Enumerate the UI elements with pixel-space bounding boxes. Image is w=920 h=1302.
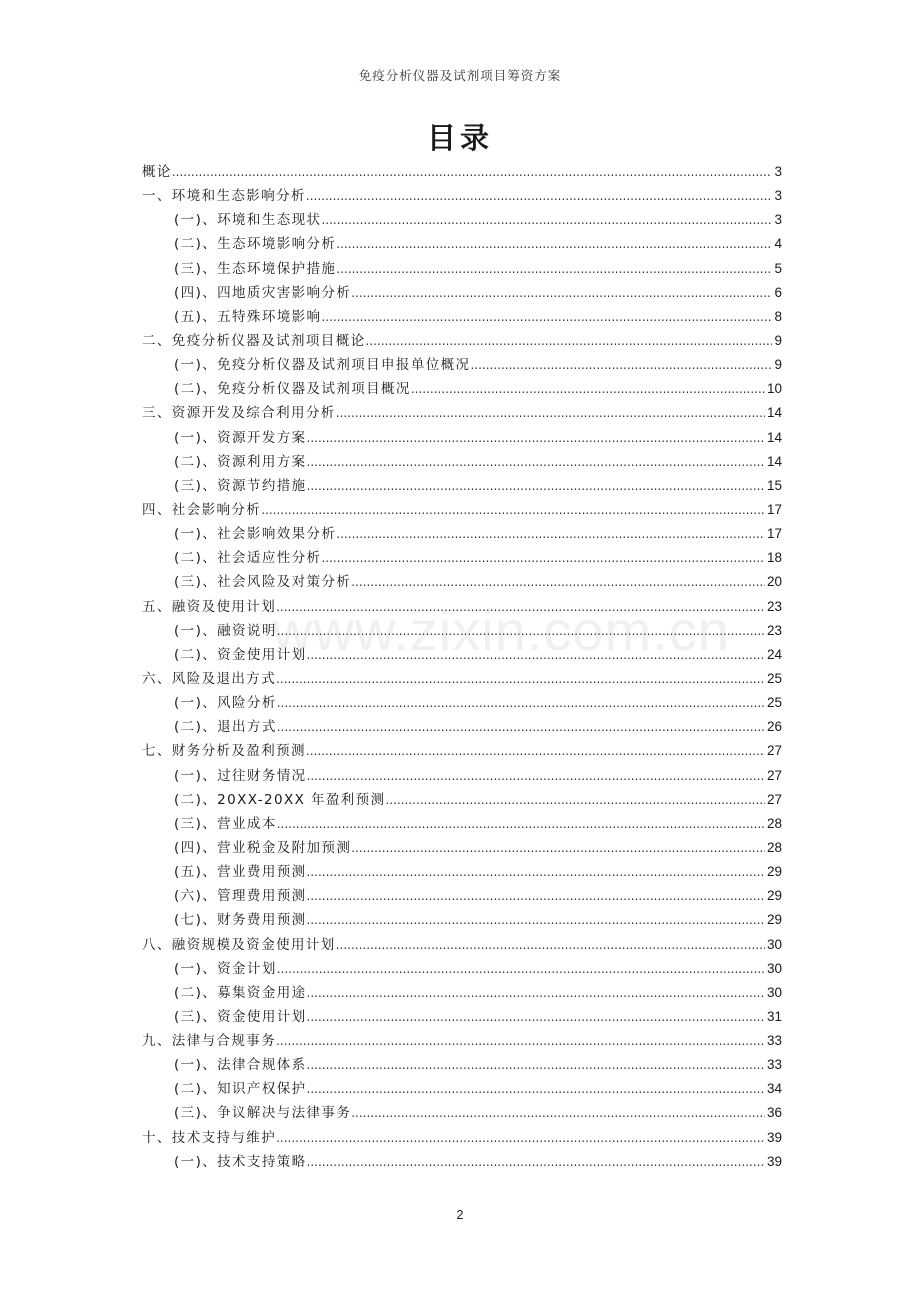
toc-leader-dots — [277, 812, 765, 836]
toc-entry-label: 一、环境和生态影响分析 — [142, 188, 306, 205]
toc-entry[interactable] — [142, 1029, 782, 1053]
toc-entry[interactable] — [142, 305, 782, 329]
toc-entry[interactable] — [142, 232, 782, 256]
toc-entry-label: (一)、资金计划 — [174, 960, 277, 977]
toc-leader-dots — [321, 208, 772, 232]
toc-leader-dots — [277, 957, 765, 981]
toc-entry[interactable] — [142, 836, 782, 860]
toc-entry[interactable] — [142, 884, 782, 908]
toc-entry-label: (二)、知识产权保护 — [174, 1081, 307, 1098]
toc-entry-page: 39 — [766, 1153, 782, 1169]
toc-leader-dots — [307, 1077, 765, 1101]
toc-entry[interactable] — [142, 619, 782, 643]
toc-entry-page: 14 — [766, 429, 782, 445]
toc-title: 目录 — [426, 121, 493, 155]
toc-entry-label: (一)、技术支持策略 — [174, 1153, 307, 1170]
toc-entry-page: 30 — [766, 960, 782, 976]
toc-entry-label: (四)、营业税金及附加预测 — [174, 839, 352, 856]
toc-entry[interactable] — [142, 957, 782, 981]
toc-leader-dots — [351, 281, 772, 305]
toc-entry-label: 概论 — [142, 164, 172, 180]
toc-entry-page: 14 — [766, 453, 782, 469]
toc-entry-page: 28 — [766, 815, 782, 831]
toc-leader-dots — [307, 450, 765, 474]
toc-leader-dots — [336, 257, 772, 281]
toc-entry-label: 五、融资及使用计划 — [142, 598, 277, 615]
toc-leader-dots — [336, 522, 765, 546]
toc-entry[interactable] — [142, 401, 782, 425]
toc-entry-page: 18 — [766, 550, 782, 566]
toc-leader-dots — [307, 908, 765, 932]
toc-entry-page: 15 — [766, 477, 782, 493]
toc-entry-page: 33 — [766, 1057, 782, 1073]
toc-entry-page: 24 — [766, 646, 782, 662]
toc-leader-dots — [336, 232, 772, 256]
toc-entry-page: 3 — [774, 164, 782, 179]
toc-entry-label: (二)、免疫分析仪器及试剂项目概况 — [174, 381, 411, 398]
toc-entry-label: (二)、资源利用方案 — [174, 453, 307, 470]
toc-entry-label: 十、技术支持与维护 — [142, 1129, 277, 1146]
toc-leader-dots — [307, 643, 765, 667]
toc-entry[interactable] — [142, 1150, 782, 1174]
toc-leader-dots — [276, 1029, 765, 1053]
toc-entry-page: 23 — [766, 598, 782, 614]
toc-leader-dots — [307, 860, 765, 884]
toc-entry[interactable] — [142, 667, 782, 691]
toc-entry-page: 27 — [766, 743, 782, 759]
toc-entry-page: 10 — [766, 381, 782, 397]
toc-entry-label: (二)、退出方式 — [174, 719, 277, 736]
toc-entry-label: 七、财务分析及盈利预测 — [142, 743, 306, 760]
toc-entry[interactable] — [142, 522, 782, 546]
toc-entry-page: 34 — [766, 1081, 782, 1097]
toc-entry-page: 5 — [774, 260, 782, 276]
page-number: 2 — [456, 1208, 464, 1222]
toc-entry[interactable] — [142, 546, 782, 570]
toc-entry-label: 三、资源开发及综合利用分析 — [142, 405, 336, 422]
toc-entry-page: 4 — [774, 236, 782, 252]
toc-entry[interactable] — [142, 377, 782, 401]
toc-entry-page: 14 — [766, 405, 782, 421]
toc-entry[interactable] — [142, 329, 782, 353]
toc-entry-label: (二)、募集资金用途 — [174, 984, 307, 1001]
toc-leader-dots — [307, 764, 765, 788]
toc-leader-dots — [276, 667, 765, 691]
toc-entry[interactable] — [142, 1101, 782, 1125]
toc-entry-label: (五)、营业费用预测 — [174, 864, 307, 881]
toc-entry-label: 六、风险及退出方式 — [142, 670, 277, 687]
toc-entry[interactable] — [142, 160, 782, 184]
toc-entry[interactable] — [142, 643, 782, 667]
toc-entry-label: 九、法律与合规事务 — [142, 1033, 277, 1050]
toc-leader-dots — [321, 305, 772, 329]
toc-entry-page: 29 — [766, 864, 782, 880]
toc-entry-page: 27 — [766, 767, 782, 783]
toc-entry[interactable] — [142, 450, 782, 474]
toc-entry-label: (六)、管理费用预测 — [174, 888, 307, 905]
toc-entry-label: (五)、五特殊环境影响 — [174, 308, 322, 325]
toc-entry-label: (三)、社会风险及对策分析 — [174, 574, 352, 591]
toc-entry[interactable] — [142, 860, 782, 884]
toc-entry[interactable] — [142, 1053, 782, 1077]
toc-entry-label: (三)、资源节约措施 — [174, 477, 307, 494]
toc-entry-page: 28 — [766, 839, 782, 855]
toc-entry-page: 17 — [766, 501, 782, 517]
toc-entry-page: 6 — [774, 284, 782, 300]
toc-leader-dots — [307, 1150, 765, 1174]
toc-leader-dots — [321, 546, 765, 570]
toc-leader-dots — [277, 691, 765, 715]
toc-leader-dots — [261, 498, 765, 522]
toc-entry-page: 33 — [766, 1033, 782, 1049]
toc-entry-page: 31 — [766, 1008, 782, 1024]
toc-entry-label: (二)、20XX-20XX 年盈利预测 — [174, 791, 386, 808]
toc-entry-label: (一)、法律合规体系 — [174, 1057, 307, 1074]
toc-entry-page: 20 — [766, 574, 782, 590]
toc-entry[interactable] — [142, 498, 782, 522]
toc-entry-label: (三)、生态环境保护措施 — [174, 260, 337, 277]
toc-entry-page: 9 — [774, 357, 782, 373]
toc-entry[interactable] — [142, 715, 782, 739]
toc-entry-label: (二)、社会适应性分析 — [174, 550, 322, 567]
toc-entry-label: (一)、环境和生态现状 — [174, 212, 322, 229]
toc-entry-label: (七)、财务费用预测 — [174, 912, 307, 929]
toc-leader-dots — [307, 474, 765, 498]
toc-entry-page: 3 — [774, 188, 782, 204]
toc-leader-dots — [307, 981, 765, 1005]
toc-entry-page: 36 — [766, 1105, 782, 1121]
toc-entry[interactable] — [142, 691, 782, 715]
toc-leader-dots — [351, 1101, 765, 1125]
toc-leader-dots — [470, 353, 772, 377]
toc-entry-page: 9 — [774, 332, 782, 348]
toc-entry-label: (二)、生态环境影响分析 — [174, 236, 337, 253]
toc-entry-label: (一)、社会影响效果分析 — [174, 526, 337, 543]
toc-entry-label: 八、融资规模及资金使用计划 — [142, 936, 336, 953]
toc-entry[interactable] — [142, 426, 782, 450]
running-header: 免疫分析仪器及试剂项目筹资方案 — [358, 68, 562, 83]
toc-leader-dots — [307, 884, 765, 908]
toc-entry-page: 29 — [766, 888, 782, 904]
toc-leader-dots — [336, 933, 765, 957]
toc-entry-page: 3 — [774, 212, 782, 228]
table-of-contents — [142, 160, 782, 1174]
toc-leader-dots — [351, 836, 765, 860]
toc-entry[interactable] — [142, 1077, 782, 1101]
toc-entry[interactable] — [142, 570, 782, 594]
toc-entry[interactable] — [142, 257, 782, 281]
toc-entry[interactable] — [142, 353, 782, 377]
toc-entry[interactable] — [142, 281, 782, 305]
toc-entry-label: (二)、资金使用计划 — [174, 646, 307, 663]
toc-entry-page: 30 — [766, 984, 782, 1000]
toc-entry[interactable] — [142, 933, 782, 957]
toc-entry[interactable] — [142, 739, 782, 763]
toc-entry-label: (三)、争议解决与法律事务 — [174, 1105, 352, 1122]
toc-leader-dots — [172, 160, 773, 184]
toc-entry-page: 30 — [766, 936, 782, 952]
toc-entry-label: 二、免疫分析仪器及试剂项目概论 — [142, 332, 366, 349]
toc-entry-label: 四、社会影响分析 — [142, 501, 262, 518]
toc-leader-dots — [306, 739, 765, 763]
toc-entry-label: (一)、过往财务情况 — [174, 767, 307, 784]
toc-leader-dots — [336, 401, 765, 425]
toc-entry[interactable] — [142, 908, 782, 932]
toc-leader-dots — [276, 1126, 765, 1150]
toc-entry-label: (三)、资金使用计划 — [174, 1008, 307, 1025]
toc-entry[interactable] — [142, 184, 782, 208]
toc-entry[interactable] — [142, 1005, 782, 1029]
toc-entry[interactable] — [142, 208, 782, 232]
toc-entry-page: 8 — [774, 308, 782, 324]
toc-leader-dots — [276, 595, 765, 619]
toc-entry[interactable] — [142, 981, 782, 1005]
toc-entry-page: 29 — [766, 912, 782, 928]
toc-entry[interactable] — [142, 812, 782, 836]
toc-entry-page: 27 — [766, 791, 782, 807]
watermark: www.zixin.com.cn — [272, 599, 730, 662]
toc-leader-dots — [307, 1053, 765, 1077]
toc-leader-dots — [307, 1005, 765, 1029]
toc-entry-label: (一)、风险分析 — [174, 695, 277, 712]
toc-leader-dots — [277, 619, 765, 643]
toc-leader-dots — [351, 570, 765, 594]
toc-entry-label: (一)、免疫分析仪器及试剂项目申报单位概况 — [174, 357, 471, 374]
toc-entry-page: 25 — [766, 695, 782, 711]
toc-leader-dots — [306, 184, 773, 208]
toc-entry-label: (三)、营业成本 — [174, 815, 277, 832]
toc-entry-page: 39 — [766, 1129, 782, 1145]
toc-leader-dots — [411, 377, 765, 401]
toc-entry-page: 26 — [766, 719, 782, 735]
toc-entry[interactable] — [142, 764, 782, 788]
toc-leader-dots — [307, 426, 765, 450]
toc-entry-label: (四)、四地质灾害影响分析 — [174, 284, 352, 301]
toc-leader-dots — [385, 788, 764, 812]
toc-leader-dots — [366, 329, 773, 353]
toc-entry[interactable] — [142, 474, 782, 498]
toc-entry-page: 25 — [766, 670, 782, 686]
toc-entry[interactable] — [142, 595, 782, 619]
toc-leader-dots — [277, 715, 765, 739]
toc-entry-label: (一)、资源开发方案 — [174, 429, 307, 446]
toc-entry[interactable] — [142, 1126, 782, 1150]
toc-entry-label: (一)、融资说明 — [174, 622, 277, 639]
toc-entry-page: 17 — [766, 526, 782, 542]
toc-entry[interactable] — [142, 788, 782, 812]
toc-entry-page: 23 — [766, 622, 782, 638]
